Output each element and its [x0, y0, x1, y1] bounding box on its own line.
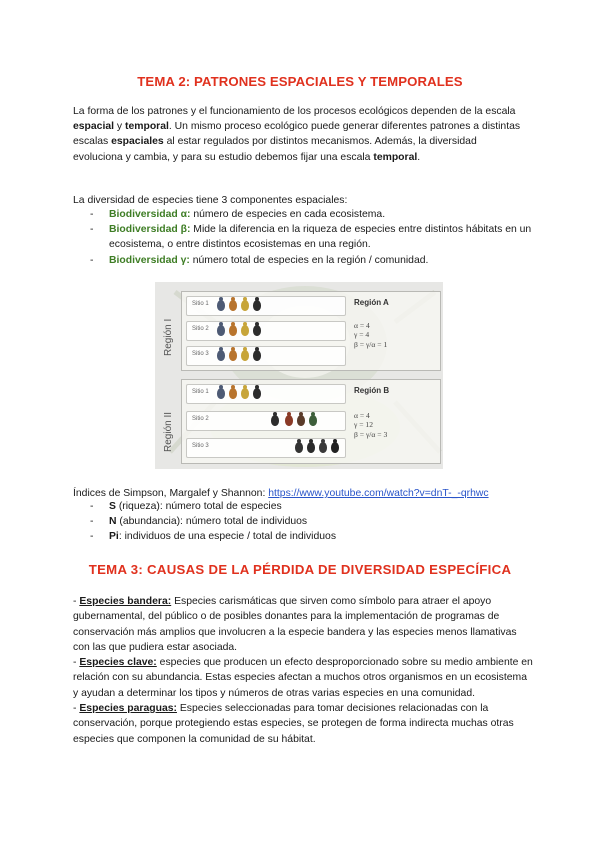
beetle-icon [309, 415, 317, 426]
tema2-title: TEMA 2: PATRONES ESPACIALES Y TEMPORALES [137, 74, 463, 89]
diversity-figure [155, 282, 443, 469]
region-i-label: Región I [163, 318, 174, 356]
measures-list [73, 499, 533, 545]
beetle-icon [331, 442, 339, 453]
list-item: - Biodiversidad β: Mide la diferencia en la riqueza de especies entre distintos hábitats en un ecosistema, o entre distintos ecosistemas en una región. [90, 224, 532, 251]
beetle-icon [253, 350, 261, 361]
beetle-icon [307, 442, 315, 453]
site-row: Sitio 3 [186, 438, 346, 458]
site-row: Sitio 2 [186, 411, 346, 431]
list-item: - Especies clave: especies que producen un efecto desproporcionado sobre su medio ambiente en relación con su abundancia. Estas especies afectan a muchos otros organismos en un ecosistema y ayudan a determinar los tipos y números de otras varias especies en una comunidad. [73, 657, 533, 699]
beetle-icon [217, 325, 225, 336]
site-row: Sitio 1 [186, 296, 346, 316]
tema3-body [73, 594, 533, 747]
beetle-icon [217, 300, 225, 311]
indices-link[interactable]: https://www.youtube.com/watch?v=dnT-_-qrhwc [268, 488, 489, 499]
region-a-stats: α = 4 γ = 4 β = γ/α = 1 [354, 321, 388, 349]
list-item: - Biodiversidad γ: número total de especies en la región / comunidad. [90, 254, 429, 266]
beetle-icon [229, 388, 237, 399]
beetle-icon [241, 300, 249, 311]
list-item: - Especies paraguas: Especies seleccionadas para tomar decisiones relacionadas con la conservación, porque protegiendo estas especies, se protegen de forma indirecta muchas otras especies que componen la comunidad de su hábitat. [73, 703, 514, 745]
beetle-icon [271, 415, 279, 426]
beetle-icon [217, 388, 225, 399]
region-a-title: Región A [354, 298, 389, 307]
list-item: - Especies bandera: Especies carismáticas que sirven como símbolo para atraer el apoyo gubernamental, del público o de posibles donantes para la implementación de programas de conservación más amplios que involucren a la especie bandera y las especies menos llamativas con las que pudiera estar asociada. [73, 596, 517, 653]
tema3-title: TEMA 3: CAUSAS DE LA PÉRDIDA DE DIVERSIDAD ESPECÍFICA [88, 562, 512, 577]
indices-line: Índices de Simpson, Margalef y Shannon: https://www.youtube.com/watch?v=dnT-_-qrhwc [73, 488, 489, 499]
beetle-icon [229, 300, 237, 311]
beetle-icon [253, 388, 261, 399]
region-ii-label: Región II [163, 411, 174, 452]
beetle-icon [297, 415, 305, 426]
region-b-panel [181, 379, 441, 464]
region-b-stats: α = 4 γ = 12 β = γ/α = 3 [354, 411, 388, 439]
list-item: - S (riqueza): número total de especies [90, 501, 282, 512]
components-intro: La diversidad de especies tiene 3 componentes espaciales: [73, 195, 348, 206]
beetle-icon [253, 300, 261, 311]
beetle-icon [241, 325, 249, 336]
site-row: Sitio 2 [186, 321, 346, 341]
components-list [73, 207, 533, 268]
beetle-icon [253, 325, 261, 336]
site-row: Sitio 3 [186, 346, 346, 366]
region-a-panel [181, 291, 441, 371]
list-item: - Pi: individuos de una especie / total de individuos [90, 531, 337, 543]
site-row: Sitio 1 [186, 384, 346, 404]
beetle-icon [241, 350, 249, 361]
intro-paragraph: La forma de los patrones y el funcionamiento de los procesos ecológicos dependen de la escala espacial y temporal. Un mismo proceso ecológico puede generar diferentes patrones a distintas escalas espaciales al estar regulados por distintos mecanismos. Además, la diversidad evoluciona y cambia, y para su estudio debemos fijar una escala temporal. [73, 106, 521, 163]
beetle-icon [285, 415, 293, 426]
beetle-icon [229, 325, 237, 336]
list-item: - N (abundancia): número total de individuos [90, 516, 308, 528]
beetle-icon [217, 350, 225, 361]
region-b-title: Región B [354, 386, 390, 395]
list-item: - Biodiversidad α: número de especies en cada ecosistema. [90, 209, 386, 220]
beetle-icon [229, 350, 237, 361]
beetle-icon [241, 388, 249, 399]
beetle-icon [295, 442, 303, 453]
beetle-icon [319, 442, 327, 453]
